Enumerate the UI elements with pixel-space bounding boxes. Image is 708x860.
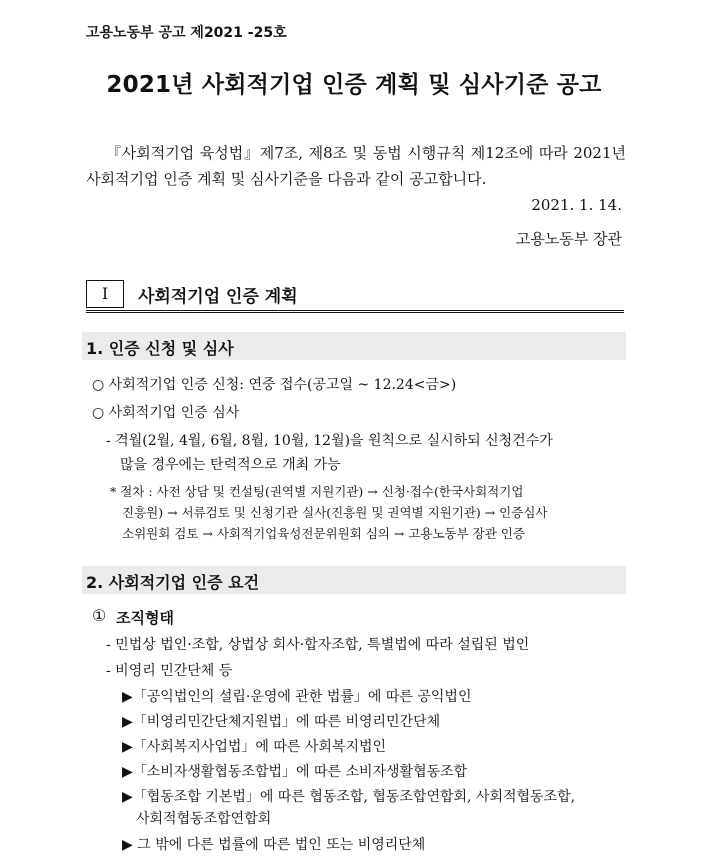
item-title: 조직형태	[116, 609, 174, 627]
notice-date: 2021. 1. 14.	[531, 196, 622, 214]
arrow-item-2: ▶「비영리민간단체지원법」에 따른 비영리민간단체	[122, 714, 441, 730]
bullet-review: ○ 사회적기업 인증 심사	[92, 405, 240, 421]
procedure-note-line1: * 절차 : 사전 상담 및 컨설팅(권역별 지원기관) → 신청·접수(한국사회적기업	[110, 484, 524, 499]
issuer: 고용노동부 장관	[515, 230, 622, 248]
section-title: 사회적기업 인증 계획	[138, 287, 298, 307]
arrow-item-1: ▶「공익법인의 설립·운영에 관한 법률」에 따른 공익법인	[122, 689, 472, 705]
bullet-application: ○ 사회적기업 인증 신청: 연중 접수(공고일 ~ 12.24<금>)	[92, 377, 457, 393]
subsection-1-title: 1. 인증 신청 및 심사	[86, 339, 234, 358]
arrow-item-5: ▶「협동조합 기본법」에 따른 협동조합, 협동조합연합회, 사회적협동조합,	[122, 789, 576, 805]
subsection-2-title: 2. 사회적기업 인증 요건	[86, 573, 260, 592]
section-number-box: Ⅰ	[86, 280, 124, 308]
arrow-item-4: ▶「소비자생활협동조합법」에 따른 소비자생활협동조합	[122, 764, 468, 780]
procedure-note-line3: 소위원회 검토 → 사회적기업육성전문위원회 심의 → 고용노동부 장관 인증	[122, 526, 525, 541]
procedure-note-line2: 진흥원) → 서류검토 및 신청기관 실사(진흥원 및 권역별 지원기관) → 인증심사	[122, 505, 548, 520]
section-divider	[86, 310, 624, 313]
notice-number: 고용노동부 공고 제2021 -25호	[86, 25, 287, 41]
document-title: 2021년 사회적기업 인증 계획 및 심사기준 공고	[106, 72, 602, 98]
dash-legal-entities: - 민법상 법인·조합, 상법상 회사·합자조합, 특별법에 따라 설립된 법인	[106, 637, 530, 653]
dash-schedule-line1: - 격월(2월, 4월, 6월, 8월, 10월, 12월)을 원칙으로 실시하되 신청건수가	[106, 433, 553, 449]
item-number: ①	[92, 606, 107, 625]
intro-paragraph: 『사회적기업 육성법』제7조, 제8조 및 동법 시행규칙 제12조에 따라 2021년 사회적기업 인증 계획 및 심사기준을 다음과 같이 공고합니다.	[86, 144, 626, 188]
arrow-item-6: ▶ 그 밖에 다른 법률에 따른 법인 또는 비영리단체	[122, 837, 426, 853]
dash-schedule-line2: 많을 경우에는 탄력적으로 개최 가능	[120, 457, 341, 473]
dash-nonprofit: - 비영리 민간단체 등	[106, 663, 233, 679]
arrow-item-3: ▶「사회복지사업법」에 따른 사회복지법인	[122, 739, 387, 755]
arrow-item-5-line2: 사회적협동조합연합회	[136, 811, 272, 827]
